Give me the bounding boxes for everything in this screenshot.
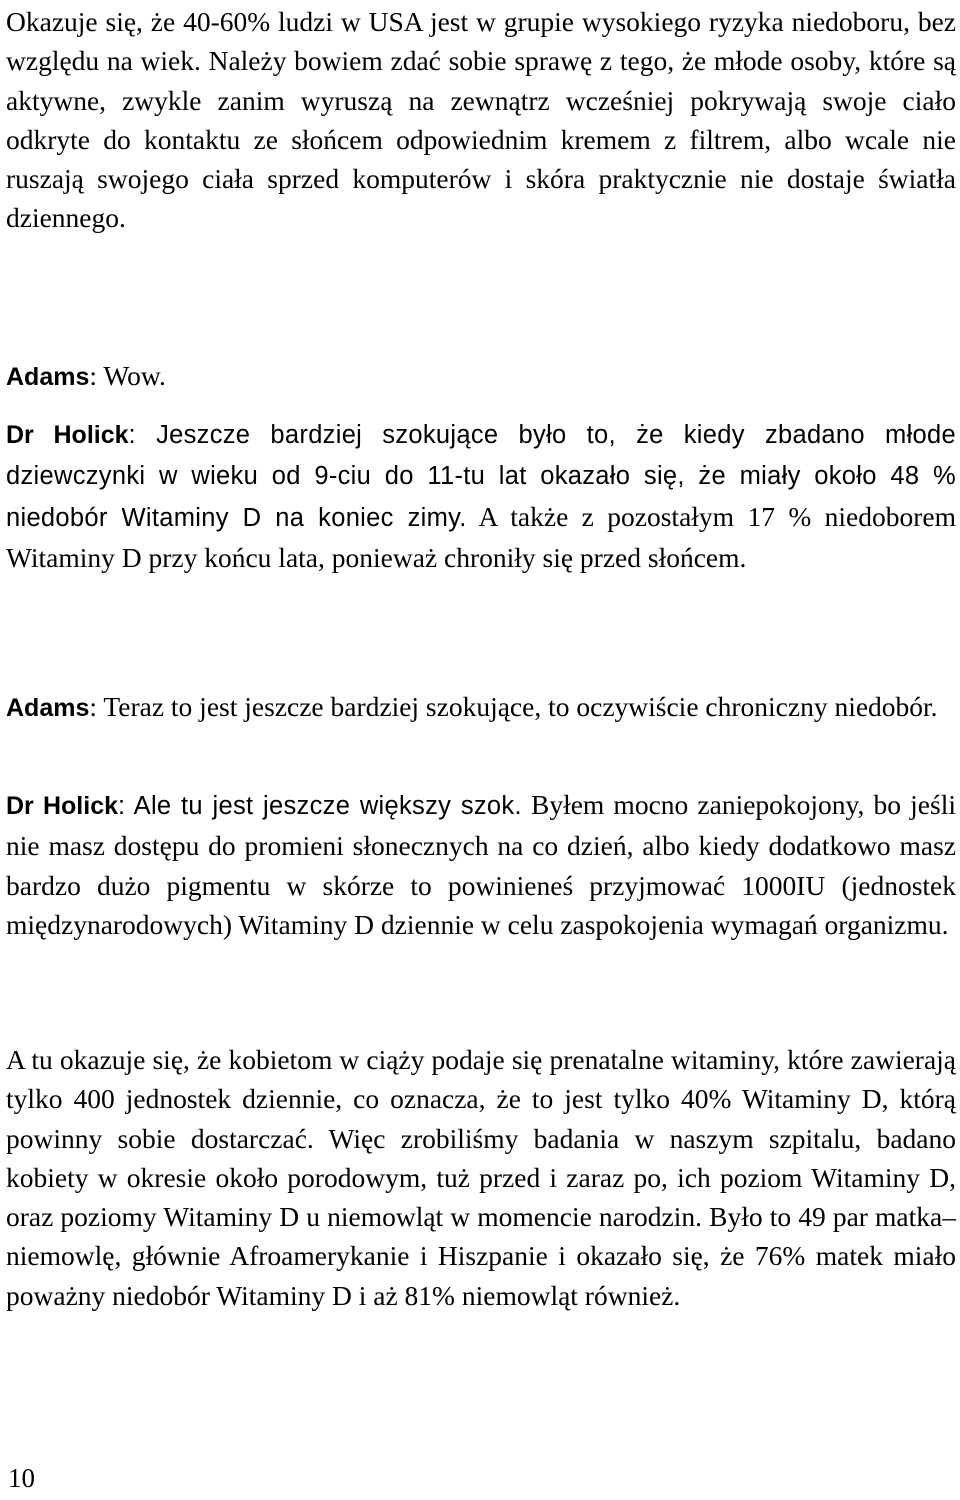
speaker-dr-holick: Dr Holick [6,792,119,820]
dialogue-text: : Ale tu jest jeszcze większy szok. [118,792,522,820]
speaker-adams: Adams [6,363,90,391]
paragraph-holick-shock [6,785,956,944]
speaker-dr-holick: Dr Holick [6,421,129,449]
dialogue-text-continued: A także z pozostałym 17 % niedoborem Witaminy D przy końcu lata, ponieważ chroniły się przed słońcem. [6,500,956,573]
paragraph-adams-chronic [6,687,956,728]
dialogue-text: : Teraz to jest jeszcze bardziej szokujące, to oczywiście chroniczny niedobór. [89,691,938,722]
page-number: 10 [8,1463,35,1493]
dialogue-text-continued: Byłem mocno zaniepokojony, bo jeśli nie masz dostępu do promieni słonecznych na co dzień, albo kiedy dodatkowo masz bardzo dużo pigmentu w skórze to powinieneś przyjmować 1000IU (jednostek międzynarodowych) Witaminy D dziennie w celu zaspokojenia wymagań organizmu. [6,789,956,940]
paragraph-adams-wow [6,356,956,397]
speaker-adams: Adams [6,694,90,722]
paragraph-pregnancy-study: A tu okazuje się, że kobietom w ciąży podaje się prenatalne witaminy, które zawierają tylko 400 jednostek dziennie, co oznacza, że to jest tylko 40% Witaminy D, którą powinny sobie dostarczać. Więc zrobiliśmy badania w naszym szpitalu, badano kobiety w okresie około porodowym, tuż przed i zaraz po, ich poziom Witaminy D, oraz poziomy Witaminy D u niemowląt w momencie narodzin. Było to 49 par matka–niemowlę, głównie Afroamerykanie i Hiszpanie i okazało się, że 76% matek miało poważny niedobór Witaminy D i aż 81% niemowląt również. [6,1044,956,1311]
dialogue-text: : Jeszcze bardziej szokujące było to, że kiedy zbadano młode dziewczynki w wieku od 9-ciu do 11-tu lat okazało się, że miały około 48 % niedobór Witaminy D na koniec zimy. [6,421,956,532]
paragraph-holick-girls [6,414,956,577]
dialogue-text: : Wow. [89,360,166,391]
paragraph-risk-groups: Okazuje się, że 40-60% ludzi w USA jest w grupie wysokiego ryzyka niedoboru, bez względu na wiek. Należy bowiem zdać sobie sprawę z tego, że młode osoby, które są aktywne, zwykle zanim wyruszą na zewnątrz wcześniej pokrywają swoje ciało odkryte do kontaktu ze słońcem odpowiednim kremem z filtrem, albo wcale nie ruszają swojego ciała sprzed komputerów i skóra praktycznie nie dostaje światła dziennego. [6,6,956,234]
